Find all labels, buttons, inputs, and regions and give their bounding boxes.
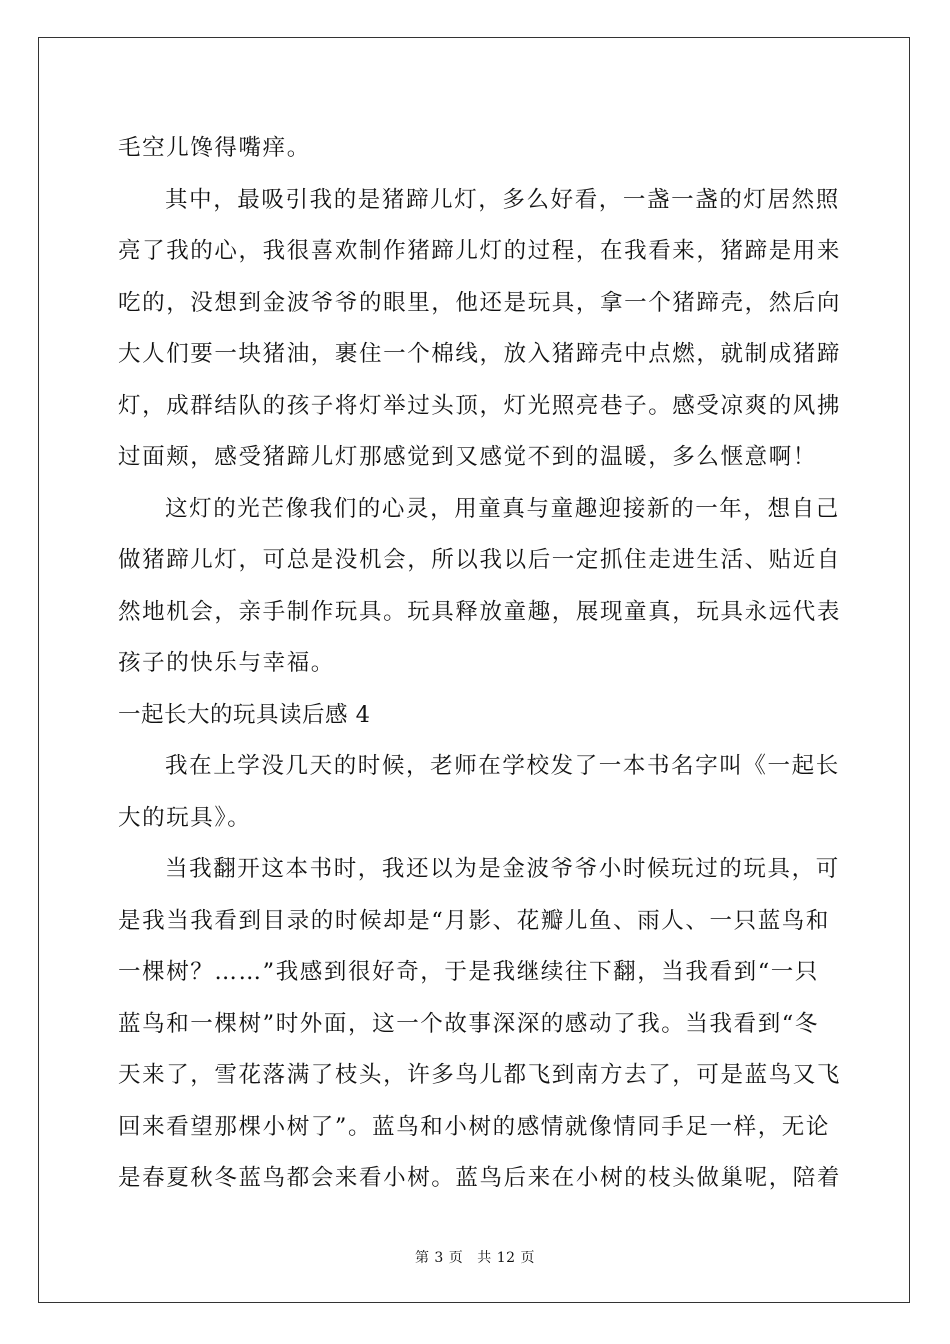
paragraph-line: 其中，最吸引我的是猪蹄儿灯，多么好看，一盏一盏的灯居然照 (165, 186, 840, 213)
paragraph-line: 我在上学没几天的时候，老师在学校发了一本书名字叫《一起长 (165, 753, 840, 779)
paragraph-line: 吃的，没想到金波爷爷的眼里，他还是玩具，拿一个猪蹄壳，然后向 (118, 289, 842, 316)
paragraph-line: 一棵树？……”我感到很好奇，于是我继续往下翻，当我看到“一只 (118, 959, 820, 985)
paragraph-line: 过面颊，感受猪蹄儿灯那感觉到又感觉不到的温暖，多么惬意啊！ (118, 444, 817, 470)
paragraph-line: 是春夏秋冬蓝鸟都会来看小树。蓝鸟后来在小树的枝头做巢呢，陪着 (118, 1165, 842, 1191)
paragraph-line: 是我当我看到目录的时候却是“月影、花瓣儿鱼、雨人、一只蓝鸟和 (118, 907, 831, 934)
paragraph-line: 大的玩具》。 (118, 804, 252, 831)
document-body (118, 127, 842, 1209)
paragraph-line: 然地机会，亲手制作玩具。玩具释放童趣，展现童真，玩具永远代表 (118, 598, 842, 625)
paragraph-line: 亮了我的心，我很喜欢制作猪蹄儿灯的过程，在我看来，猪蹄是用来 (118, 238, 842, 264)
paragraph-line: 做猪蹄儿灯，可总是没机会，所以我以后一定抓住走进生活、贴近自 (118, 547, 842, 573)
paragraph-line: 大人们要一块猪油，裹住一个棉线，放入猪蹄壳中点燃，就制成猪蹄 (118, 341, 842, 367)
page-number: 第 3 页 (414, 1250, 464, 1266)
paragraph-line: 当我翻开这本书时，我还以为是金波爷爷小时候玩过的玩具，可 (165, 856, 840, 882)
paragraph-line: 毛空儿馋得嘴痒。 (118, 135, 311, 161)
paragraph-line: 天来了，雪花落满了枝头，许多鸟儿都飞到南方去了，可是蓝鸟又飞 (118, 1062, 842, 1088)
paragraph-line: 孩子的快乐与幸福。 (118, 650, 335, 676)
page-footer (0, 1247, 950, 1267)
paragraph-line: 回来看望那棵小树了”。蓝鸟和小树的感情就像情同手足一样，无论 (118, 1113, 831, 1140)
paragraph-line: 蓝鸟和一棵树”时外面，这一个故事深深的感动了我。当我看到“冬 (118, 1010, 820, 1037)
paragraph-line: 这灯的光芒像我们的心灵，用童真与童趣迎接新的一年，想自己 (165, 495, 840, 522)
page-total: 共 12 页 (477, 1250, 536, 1266)
paragraph-line: 灯，成群结队的孩子将灯举过头顶，灯光照亮巷子。感受凉爽的风拂 (118, 392, 842, 419)
section-heading: 一起长大的玩具读后感 4 (118, 701, 371, 728)
